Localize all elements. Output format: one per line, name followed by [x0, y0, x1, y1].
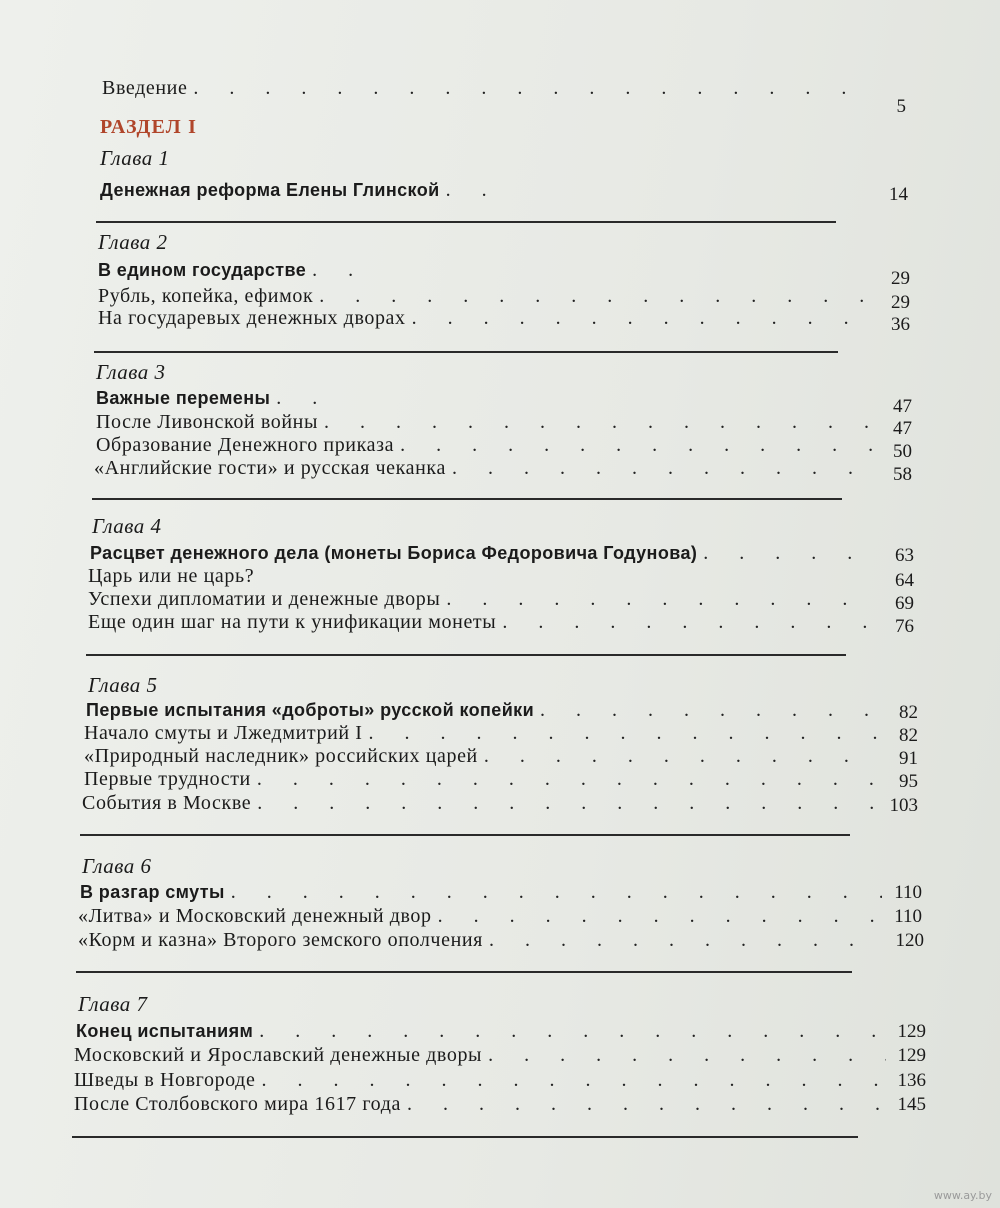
chapter-heading: Глава 7 — [78, 992, 148, 1016]
toc-page-number: 129 — [897, 1045, 926, 1066]
toc-title: Введение — [102, 77, 188, 99]
toc-page-number: 95 — [899, 771, 918, 792]
leader-dots — [452, 456, 872, 480]
toc-row — [88, 564, 914, 589]
toc-page-number: 5 — [896, 96, 906, 117]
toc-page-number: 69 — [895, 593, 914, 614]
leader-dots — [324, 410, 872, 434]
chapter-divider — [72, 1136, 858, 1138]
toc-page-number: 110 — [894, 882, 922, 903]
toc-page-number: 14 — [889, 184, 908, 205]
toc-page-number: 103 — [889, 795, 918, 816]
toc-row — [86, 698, 918, 723]
chapter-divider — [76, 971, 852, 973]
toc-page-number: 82 — [899, 725, 918, 746]
toc-page-number: 47 — [893, 396, 912, 417]
toc-row — [88, 610, 914, 635]
leader-dots — [489, 928, 884, 952]
toc-page-number: 29 — [891, 268, 910, 289]
toc-row — [100, 178, 908, 203]
toc-row — [84, 767, 918, 792]
leader-dots — [438, 904, 882, 928]
toc-page-number: 47 — [893, 418, 912, 439]
toc-page-number: 91 — [899, 748, 918, 769]
leader-dots — [446, 178, 486, 202]
toc-row — [96, 410, 912, 439]
leader-dots — [369, 721, 878, 745]
toc-row — [76, 1019, 926, 1044]
leader-dots — [261, 1068, 886, 1092]
leader-dots — [407, 1092, 886, 1116]
chapter-divider — [94, 351, 838, 353]
toc-title: Рубль, копейка, ефимок — [98, 285, 314, 307]
toc-title: Шведы в Новгороде — [74, 1069, 256, 1091]
toc-row — [90, 541, 914, 566]
leader-dots — [193, 76, 866, 100]
toc-row — [94, 456, 912, 485]
leader-dots — [276, 386, 316, 410]
leader-dots — [502, 610, 874, 634]
toc-row — [88, 587, 914, 612]
toc-row — [78, 928, 924, 953]
toc-row-intro — [102, 76, 906, 117]
leader-dots — [312, 258, 382, 282]
leader-dots — [257, 767, 878, 791]
toc-page-number: 129 — [897, 1021, 926, 1042]
toc-row — [84, 721, 918, 746]
toc-page-number: 36 — [891, 314, 910, 335]
toc-row — [98, 258, 910, 289]
toc-row — [78, 904, 922, 929]
toc-title: Начало смуты и Лжедмитрий I — [84, 722, 363, 744]
toc-row — [74, 1043, 926, 1068]
leader-dots — [484, 744, 878, 768]
toc-page-number: 120 — [895, 930, 924, 951]
toc-page-number: 29 — [891, 292, 910, 313]
toc-title: Первые испытания «доброты» русской копейки — [86, 700, 535, 720]
toc-page-number: 145 — [897, 1094, 926, 1115]
leader-dots — [446, 587, 874, 611]
toc-title: Еще один шаг на пути к унификации монеты — [88, 611, 497, 633]
leader-dots — [412, 306, 870, 330]
toc-title: Конец испытаниям — [76, 1021, 254, 1041]
toc-page-number: 82 — [899, 702, 918, 723]
toc-row — [74, 1092, 926, 1117]
toc-page-number: 64 — [895, 570, 914, 591]
chapter-divider — [92, 498, 842, 500]
toc-title: Московский и Ярославский денежные дворы — [74, 1044, 483, 1066]
toc-title: «Корм и казна» Второго земского ополчения — [78, 929, 483, 951]
chapter-heading: Глава 2 — [98, 230, 168, 254]
toc-title: В разгар смуты — [80, 882, 225, 902]
chapter-heading: Глава 4 — [92, 514, 162, 538]
chapter-heading: Глава 6 — [82, 854, 152, 878]
leader-dots — [400, 433, 872, 457]
leader-dots — [540, 698, 878, 722]
leader-dots — [488, 1043, 886, 1067]
toc-title: «Литва» и Московский денежный двор — [78, 905, 432, 927]
toc-title: Царь или не царь? — [88, 565, 255, 587]
toc-title: События в Москве — [82, 792, 252, 814]
toc-title: Денежная реформа Елены Глинской — [100, 180, 440, 200]
chapter-heading: Глава 1 — [100, 146, 170, 170]
chapter-heading: Глава 5 — [88, 673, 158, 697]
toc-row — [96, 433, 912, 462]
toc-row — [98, 306, 910, 335]
toc-row — [80, 880, 922, 905]
toc-page-number: 76 — [895, 616, 914, 637]
chapter-divider — [96, 221, 836, 223]
toc-title: «Природный наследник» российских царей — [84, 745, 478, 767]
leader-dots — [703, 541, 874, 565]
site-watermark: www.ay.by — [933, 1189, 992, 1202]
section-heading: РАЗДЕЛ I — [100, 116, 198, 138]
toc-row — [96, 386, 912, 417]
toc-title: Успехи дипломатии и денежные дворы — [88, 588, 441, 610]
chapter-heading: Глава 3 — [96, 360, 166, 384]
leader-dots — [231, 880, 882, 904]
toc-title: На государевых денежных дворах — [98, 307, 406, 329]
toc-title: «Английские гости» и русская чеканка — [94, 457, 446, 479]
toc-page-number: 110 — [894, 906, 922, 927]
toc-page-number: 63 — [895, 545, 914, 566]
toc-title: Первые трудности — [84, 768, 251, 790]
toc-title: В едином государстве — [98, 260, 307, 280]
leader-dots — [257, 791, 878, 815]
toc-title: Важные перемены — [96, 388, 271, 408]
chapter-divider — [86, 654, 846, 656]
toc-page-number: 136 — [897, 1070, 926, 1091]
toc-row — [74, 1068, 926, 1093]
chapter-divider — [80, 834, 850, 836]
leader-dots — [259, 1019, 886, 1043]
toc-page-number: 50 — [893, 441, 912, 462]
toc-row — [84, 744, 918, 769]
toc-page-number: 58 — [893, 464, 912, 485]
leader-dots — [319, 284, 870, 308]
toc-title: После Ливонской войны — [96, 411, 318, 433]
toc-title: Расцвет денежного дела (монеты Бориса Федоровича Годунова) — [90, 543, 698, 563]
toc-row — [82, 791, 918, 816]
toc-title: Образование Денежного приказа — [96, 434, 395, 456]
toc-title: После Столбовского мира 1617 года — [74, 1093, 401, 1115]
